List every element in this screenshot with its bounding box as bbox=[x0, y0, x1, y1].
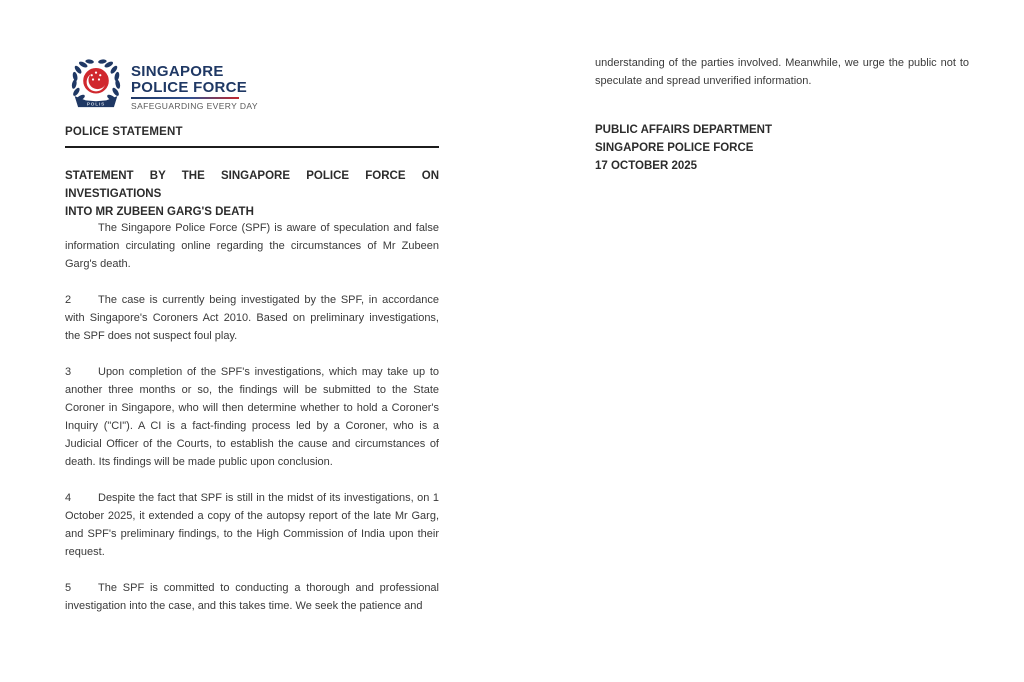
paragraph-3-text: Upon completion of the SPF's investigations, which may take up to another three months or so, the findings will be submitted to the State Coroner in Singapore, who will then determine whether to hold a Coroner's Inquiry ("CI"). A CI is a fact-finding process led by a Coroner, who is a Judicial Officer of the Courts, to establish the cause and circumstances of death. Its findings will be made public upon conclusion. bbox=[65, 366, 439, 468]
org-tagline: SAFEGUARDING EVERY DAY bbox=[131, 101, 258, 111]
document-title-line2: INTO MR ZUBEEN GARG'S DEATH bbox=[65, 206, 254, 218]
paragraph-2 bbox=[65, 291, 439, 345]
paragraph-5 bbox=[65, 579, 439, 615]
continuation-paragraph: understanding of the parties involved. Meanwhile, we urge the public not to speculate and spread unverified information. bbox=[595, 57, 969, 87]
document-title-line1: STATEMENT BY THE SINGAPORE POLICE FORCE ON INVESTIGATIONS bbox=[65, 170, 439, 200]
paragraph-2-text: The case is currently being investigated by the SPF, in accordance with Singapore's Coroners Act 2010. Based on preliminary investigations, the SPF does not suspect foul play. bbox=[65, 294, 439, 342]
spf-wordmark bbox=[131, 57, 258, 111]
crest-banner-text: POLIS bbox=[86, 101, 106, 107]
signoff-block bbox=[595, 121, 969, 175]
paragraph-1 bbox=[65, 219, 439, 273]
signoff-date: 17 OCTOBER 2025 bbox=[595, 160, 698, 172]
document-title bbox=[65, 167, 439, 221]
paragraph-5-text: The SPF is committed to conducting a thorough and professional investigation into the case, and this takes time. We seek the patience and bbox=[65, 582, 439, 612]
spf-logo bbox=[67, 57, 258, 113]
statement-body bbox=[65, 219, 439, 633]
spf-crest-icon bbox=[67, 57, 125, 113]
paragraph-5-number: 5 bbox=[65, 582, 72, 594]
paragraph-4 bbox=[65, 489, 439, 561]
paragraph-2-number: 2 bbox=[65, 294, 72, 306]
document-label: POLICE STATEMENT bbox=[65, 126, 183, 138]
paragraph-4-text: Despite the fact that SPF is still in the midst of its investigations, on 1 October 2025, it extended a copy of the autopsy report of the late Mr Garg, and SPF's preliminary findings, to the High Commission of India upon their request. bbox=[65, 492, 439, 558]
signoff-department: PUBLIC AFFAIRS DEPARTMENT bbox=[595, 124, 772, 136]
paragraph-4-number: 4 bbox=[65, 492, 72, 504]
header-rule bbox=[65, 146, 439, 148]
signoff-organisation: SINGAPORE POLICE FORCE bbox=[595, 142, 754, 154]
paragraph-3-number: 3 bbox=[65, 366, 72, 378]
paragraph-3 bbox=[65, 363, 439, 471]
org-name-line1: SINGAPORE bbox=[131, 63, 224, 80]
brand-gradient-rule bbox=[131, 97, 239, 99]
paragraph-1-text: The Singapore Police Force (SPF) is aware of speculation and false information circulating online regarding the circumstances of Mr Zubeen Garg's death. bbox=[65, 222, 439, 270]
org-name-line2: POLICE FORCE bbox=[131, 79, 248, 96]
